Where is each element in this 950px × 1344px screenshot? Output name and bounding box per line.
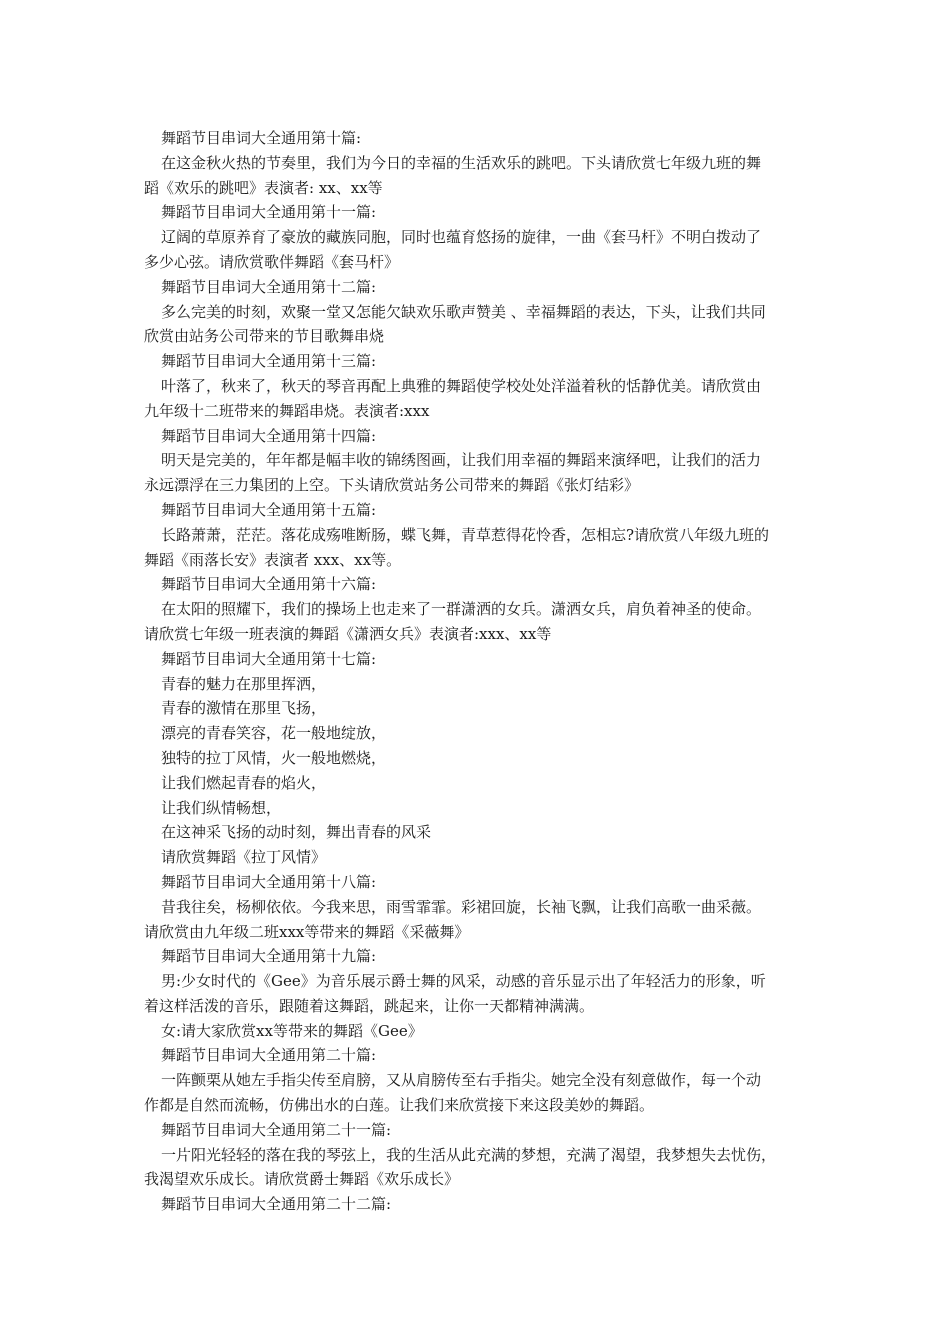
- paragraph-line: 蹈《欢乐的跳吧》表演者: xx、xx等: [144, 178, 383, 197]
- section-heading: 舞蹈节目串词大全通用第十四篇:: [161, 426, 377, 445]
- paragraph-line: 着这样活泼的音乐，跟随着这舞蹈，跳起来，让你一天都精神满满。: [144, 996, 595, 1015]
- paragraph-line: 明天是完美的，年年都是幅丰收的锦绣图画，让我们用幸福的舞蹈来演绎吧，让我们的活力: [161, 451, 762, 470]
- paragraph-line: 多少心弦。请欣赏歌伴舞蹈《套马杆》: [144, 252, 400, 271]
- paragraph-line: 九年级十二班带来的舞蹈串烧。表演者:xxx: [144, 401, 430, 420]
- paragraph-line: 青春的激情在那里飞扬，: [161, 699, 327, 718]
- paragraph-line: 辽阔的草原养育了豪放的藏族同胞，同时也蕴育悠扬的旋律，一曲《套马杆》不明白拨动了: [161, 228, 762, 247]
- paragraph-line: 在这神采飞扬的动时刻，舞出青春的风采: [161, 823, 432, 842]
- paragraph-line: 叶落了，秋来了，秋天的琴音再配上典雅的舞蹈使学校处处洋溢着秋的恬静优美。请欣赏由: [161, 376, 762, 395]
- section-heading: 舞蹈节目串词大全通用第十七篇:: [161, 649, 377, 668]
- paragraph-line: 一片阳光轻轻的落在我的琴弦上，我的生活从此充满的梦想，充满了渴望，我梦想失去忧伤，: [161, 1145, 777, 1164]
- paragraph-line: 漂亮的青春笑容，花一般地绽放，: [161, 724, 387, 743]
- paragraph-line: 多么完美的时刻，欢聚一堂又怎能欠缺欢乐歌声赞美 、幸福舞蹈的表达，下头，让我们共同: [161, 302, 766, 321]
- section-heading: 舞蹈节目串词大全通用第二十一篇:: [161, 1120, 392, 1139]
- section-heading: 舞蹈节目串词大全通用第十篇:: [161, 129, 362, 147]
- paragraph-line: 在太阳的照耀下，我们的操场上也走来了一群潇洒的女兵。潇洒女兵，肩负着神圣的使命。: [161, 600, 762, 619]
- paragraph-line: 让我们纵情畅想，: [161, 798, 282, 817]
- paragraph-line: 独特的拉丁风情，火一般地燃烧，: [161, 748, 387, 767]
- paragraph-line: 男:少女时代的《Gee》为音乐展示爵士舞的风采，动感的音乐显示出了年轻活力的形象，听: [161, 972, 766, 991]
- paragraph-line: 昔我往矣，杨柳依依。今我来思，雨雪霏霏。彩裙回旋，长袖飞飘，让我们高歌一曲采薇。: [161, 897, 762, 916]
- paragraph-line: 青春的魅力在那里挥洒，: [161, 674, 327, 693]
- section-heading: 舞蹈节目串词大全通用第十二篇:: [161, 277, 377, 296]
- paragraph-line: 长路萧萧，茫茫。落花成殇唯断肠，蝶飞舞，青草惹得花怜香，怎相忘?请欣赏八年级九班的: [161, 525, 770, 544]
- section-heading: 舞蹈节目串词大全通用第十五篇:: [161, 500, 377, 519]
- section-heading: 舞蹈节目串词大全通用第二十篇:: [161, 1046, 377, 1065]
- section-heading: 舞蹈节目串词大全通用第十六篇:: [161, 575, 377, 594]
- paragraph-line: 作都是自然而流畅，仿佛出水的白莲。让我们来欣赏接下来这段美妙的舞蹈。: [144, 1096, 655, 1115]
- document-body: [144, 126, 808, 1217]
- paragraph-line: 女:请大家欣赏xx等带来的舞蹈《Gee》: [161, 1021, 423, 1040]
- section-heading: 舞蹈节目串词大全通用第十九篇:: [161, 947, 377, 966]
- paragraph-line: 请欣赏舞蹈《拉丁风情》: [161, 848, 327, 867]
- section-heading: 舞蹈节目串词大全通用第二十二篇:: [161, 1195, 392, 1214]
- section-heading: 舞蹈节目串词大全通用第十一篇:: [161, 203, 377, 222]
- paragraph-line: 请欣赏由九年级二班xxx等带来的舞蹈《采薇舞》: [144, 922, 470, 941]
- section-heading: 舞蹈节目串词大全通用第十三篇:: [161, 352, 377, 371]
- paragraph-line: 在这金秋火热的节奏里，我们为今日的幸福的生活欢乐的跳吧。下头请欣赏七年级九班的舞: [161, 153, 762, 172]
- paragraph-line: 请欣赏七年级一班表演的舞蹈《潇洒女兵》表演者:xxx、xx等: [144, 624, 552, 643]
- paragraph-line: 永远漂浮在三力集团的上空。下头请欣赏站务公司带来的舞蹈《张灯结彩》: [144, 476, 640, 495]
- paragraph-line: 我渴望欢乐成长。请欣赏爵士舞蹈《欢乐成长》: [144, 1170, 460, 1189]
- paragraph-line: 欣赏由站务公司带来的节目歌舞串烧: [144, 327, 385, 346]
- paragraph-line: 一阵颤栗从她左手指尖传至肩膀，又从肩膀传至右手指尖。她完全没有刻意做作，每一个动: [161, 1071, 762, 1090]
- paragraph-line: 让我们燃起青春的焰火，: [161, 773, 327, 792]
- section-heading: 舞蹈节目串词大全通用第十八篇:: [161, 872, 377, 891]
- paragraph-line: 舞蹈《雨落长安》表演者 xxx、xx等。: [144, 550, 402, 569]
